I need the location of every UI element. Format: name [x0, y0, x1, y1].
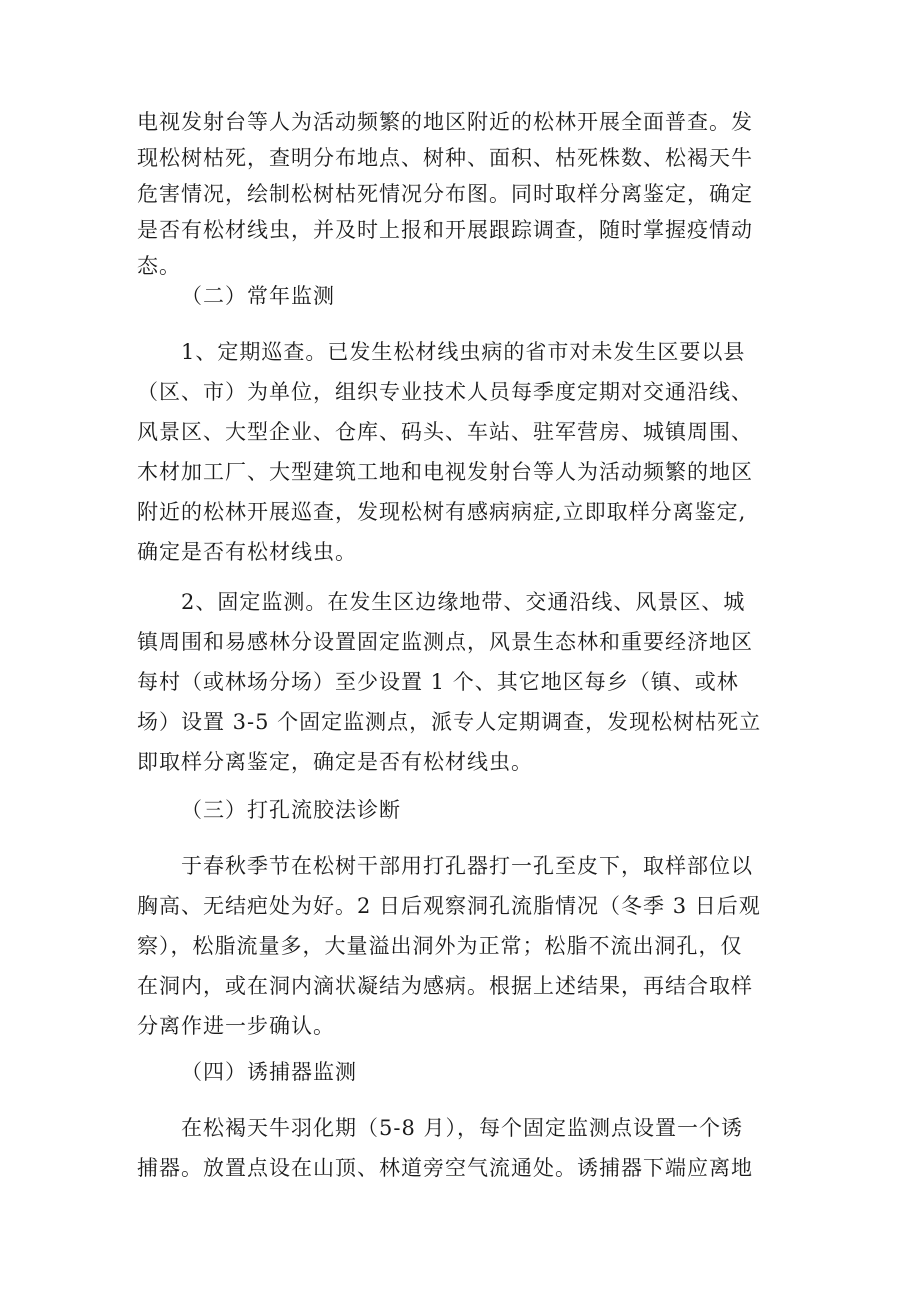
text-line: 是否有松材线虫，并及时上报和开展跟踪调查，随时掌握疫情动 [137, 218, 753, 242]
section-heading-4 [137, 1052, 357, 1092]
text-line: 即取样分离鉴定，确定是否有松材线虫。 [137, 750, 533, 774]
text-line: 电视发射台等人为活动频繁的地区附近的松林开展全面普查。发 [137, 110, 753, 134]
text-line: 风景区、大型企业、仓库、码头、车站、驻军营房、城镇周围、 [137, 420, 753, 444]
text-line: 于春秋季节在松树干部用打孔器打一孔至皮下，取样部位以 [181, 854, 753, 878]
heading-text: （四）诱捕器监测 [181, 1060, 357, 1084]
paragraph-trap-monitoring [137, 1108, 753, 1188]
section-heading-2 [137, 276, 335, 316]
text-line: 场）设置 3-5 个固定监测点，派专人定期调查，发现松树枯死立 [137, 710, 762, 734]
text-line: 在洞内，或在洞内滴状凝结为感病。根据上述结果，再结合取样 [137, 974, 753, 998]
text-line: 危害情况，绘制松树枯死情况分布图。同时取样分离鉴定，确定 [137, 182, 753, 206]
paragraph-periodic-inspection [137, 332, 753, 572]
paragraph-fixed-monitoring [137, 582, 761, 782]
heading-text: （三）打孔流胶法诊断 [181, 798, 401, 822]
text-line: 现松树枯死，查明分布地点、树种、面积、枯死株数、松褐天牛 [137, 146, 753, 170]
text-line: 分离作进一步确认。 [137, 1014, 335, 1038]
text-line: 态。 [137, 254, 181, 278]
intro-paragraph [137, 104, 753, 284]
paragraph-drilling-method [137, 846, 761, 1046]
text-line: 捕器。放置点设在山顶、林道旁空气流通处。诱捕器下端应离地 [137, 1156, 753, 1180]
text-line: 在松褐天牛羽化期（5-8 月），每个固定监测点设置一个诱 [181, 1116, 743, 1140]
text-line: 2、固定监测。在发生区边缘地带、交通沿线、风景区、城 [181, 590, 746, 614]
text-line: 每村（或林场分场）至少设置 1 个、其它地区每乡（镇、或林 [137, 670, 739, 694]
text-line: 察），松脂流量多，大量溢出洞外为正常；松脂不流出洞孔，仅 [137, 934, 743, 958]
heading-text: （二）常年监测 [181, 284, 335, 308]
text-line: 附近的松林开展巡查，发现松树有感病病症,立即取样分离鉴定, [137, 500, 747, 524]
text-line: （区、市）为单位，组织专业技术人员每季度定期对交通沿线、 [137, 380, 753, 404]
text-line: 木材加工厂、大型建筑工地和电视发射台等人为活动频繁的地区 [137, 460, 753, 484]
text-line: 确定是否有松材线虫。 [137, 540, 357, 564]
text-line: 1、定期巡查。已发生松材线虫病的省市对未发生区要以县 [181, 340, 746, 364]
text-line: 胸高、无结疤处为好。2 日后观察洞孔流脂情况（冬季 3 日后观 [137, 894, 761, 918]
text-line: 镇周围和易感林分设置固定监测点，风景生态林和重要经济地区 [137, 630, 753, 654]
section-heading-3 [137, 790, 401, 830]
